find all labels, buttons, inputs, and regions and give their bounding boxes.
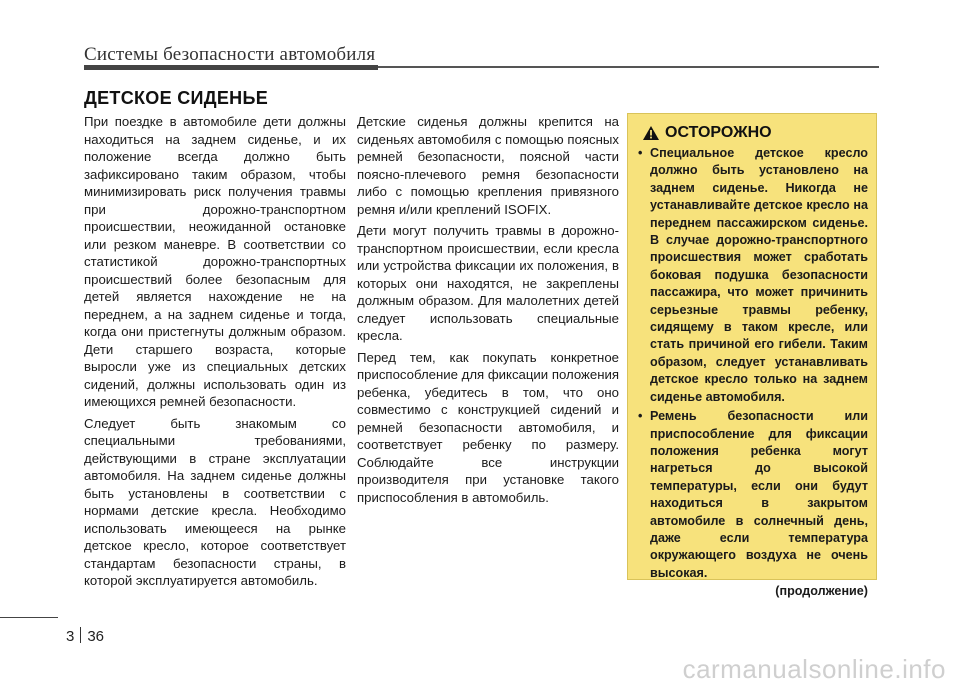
warning-triangle-icon — [642, 125, 660, 141]
paragraph: Перед тем, как покупать конкретное приспособление для фиксации положения ребенка, убедитесь в том, что оно совместимо с конструкцией сидений и ремней безопасности автомобиля, и соответствует ребенку по размеру. Соблюдайте все инструкции производителя при установке такого приспособления в автомобиль. — [357, 349, 619, 505]
chapter-number: 3 — [66, 628, 75, 645]
watermark: carmanualsonline.info — [682, 654, 946, 684]
page-header-title: Системы безопасности автомобиля — [84, 44, 376, 65]
footer-rule — [0, 617, 58, 618]
continued-label: (продолжение) — [775, 584, 868, 599]
paragraph: При поездке в автомобиле дети должны находиться на заднем сиденье, и их положение всегда должно быть зафиксировано таким образом, чтобы минимизировать риск получения травмы при дорожно-транспортном происшествии, неожиданной остановке или резком маневре. В соответствии со статистикой дорожно-транспортных происшествий более безопасным для детей является нахождение не на переднем, а на заднем сиденье и тогда, когда они пристегнуты должным образом. Дети старшего возраста, которые выросли уже из специальных детских сидений, должны использовать один из имеющихся ремней безопасности. — [84, 114, 346, 409]
warning-item: • Ремень безопасности или приспособление для фиксации положения ребенка могут нагреться до высокой температуры, если они будут находиться в закрытом автомобиле в солнечный день, даже если температура окружающего воздуха не очень высокая. — [636, 408, 868, 582]
warning-title: ОСТОРОЖНО — [665, 124, 772, 141]
warning-item: • Специальное детское кресло должно быть установлено на заднем сиденье. Никогда не устанавливайте детское кресло на переднем пассажирском сиденье. В случае дорожно-транспортного происшествия может сработать боковая подушка безопасности пассажира, что может причинить серьезные травмы ребенку, сидящему в таком кресле, или стать причиной его гибели. Таким образом, следует устанавливать детское кресло только на заднем сиденье автомобиля. — [636, 145, 868, 406]
page-separator — [80, 627, 81, 643]
text-column-2 — [357, 113, 619, 510]
page-number — [66, 627, 104, 645]
warning-header — [642, 124, 868, 142]
paragraph: Дети могут получить травмы в дорожно-транспортном происшествии, если кресла или устройства фиксации их положения, в которых они находятся, не закреплены должным образом. Для малолетних детей следует использовать специальные кресла. — [357, 223, 619, 343]
paragraph: Следует быть знакомым со специальными требованиями, действующими в стране эксплуатации автомобиля. На заднем сиденье должны быть установлены в соответствии с нормами детские кресла. Необходимо использовать имеющееся на рынке детское кресло, которое соответствует стандартам безопасности страны, в которой эксплуатируется автомобиль. — [84, 415, 346, 588]
header-bar — [84, 65, 378, 70]
paragraph: Детские сиденья должны крепится на сиденьях автомобиля с помощью поясных ремней безопасности, поясной части поясно-плечевого ремня безопасности либо с помощью крепления привязного ремня и/или креплений ISOFIX. — [357, 114, 619, 217]
section-title: ДЕТСКОЕ СИДЕНЬЕ — [84, 88, 269, 108]
text-column-1 — [84, 113, 346, 594]
warning-box — [627, 113, 877, 599]
warning-list — [636, 145, 868, 582]
page-index: 36 — [87, 628, 105, 645]
